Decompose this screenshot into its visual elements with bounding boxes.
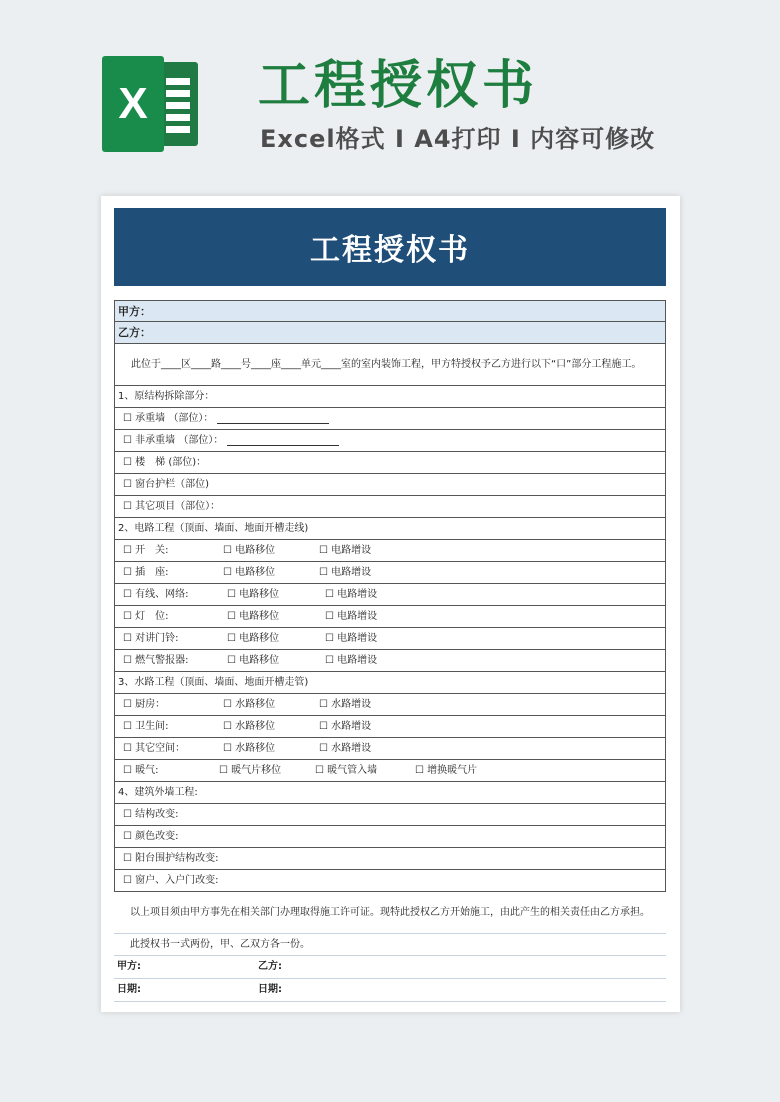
form-table [114,300,666,1002]
copies-note: 此授权书一式两份，甲、乙双方各一份。 [114,934,666,956]
header [0,0,780,190]
list-item[interactable]: ☐ 厨房： ☐ 水路移位 ☐ 水路增设 [114,694,666,716]
list-item[interactable]: ☐ 窗台护栏（部位) [114,474,666,496]
excel-logo-icon: X [102,56,204,152]
list-item[interactable]: ☐ 燃气警报器: ☐ 电路移位 ☐ 电路增设 [114,650,666,672]
date-b-label: 日期: [258,984,282,995]
list-item[interactable]: ☐ 插 座: ☐ 电路移位 ☐ 电路增设 [114,562,666,584]
list-item[interactable]: ☐ 阳台围护结构改变: [114,848,666,870]
party-a-sign-label: 甲方: [117,961,141,972]
list-item[interactable]: ☐ 颜色改变: [114,826,666,848]
signature-row[interactable] [114,956,666,979]
date-row[interactable] [114,979,666,1002]
list-item[interactable]: ☐ 灯 位: ☐ 电路移位 ☐ 电路增设 [114,606,666,628]
list-item[interactable]: ☐ 承重墙 （部位）： [114,408,666,430]
document-banner: 工程授权书 [114,208,666,286]
section-heading: 2、电路工程（顶面、墙面、地面开槽走线) [114,518,666,540]
permit-note: 以上项目须由甲方事先在相关部门办理取得施工许可证。现特此授权乙方开始施工，由此产生的相关责任由乙方承担。 [114,892,666,934]
party-b-row[interactable]: 乙方： [114,322,666,344]
list-item[interactable]: ☐ 开 关: ☐ 电路移位 ☐ 电路增设 [114,540,666,562]
section-heading: 3、水路工程（顶面、墙面、地面开槽走管) [114,672,666,694]
list-item[interactable]: ☐ 其它空间： ☐ 水路移位 ☐ 水路增设 [114,738,666,760]
page-subtitle: Excel格式 I A4打印 I 内容可修改 [260,125,656,153]
party-a-row[interactable]: 甲方： [114,300,666,322]
party-b-sign-label: 乙方: [258,961,282,972]
date-a-label: 日期: [117,984,141,995]
intro-text: 此位于____区____路____号____座____单元____室的室内装饰工程，甲方特授权予乙方进行以下“口”部分工程施工。 [114,344,666,386]
page-title: 工程授权书 [258,56,539,116]
list-item[interactable]: ☐ 对讲门铃: ☐ 电路移位 ☐ 电路增设 [114,628,666,650]
list-item[interactable]: ☐ 结构改变: [114,804,666,826]
list-item[interactable]: ☐ 暖气: ☐ 暖气片移位 ☐ 暖气管入墙 ☐ 增换暖气片 [114,760,666,782]
list-item[interactable]: ☐ 窗户、入户门改变: [114,870,666,892]
list-item[interactable]: ☐ 卫生间: ☐ 水路移位 ☐ 水路增设 [114,716,666,738]
list-item[interactable]: ☐ 非承重墙 （部位）： [114,430,666,452]
section-heading: 4、建筑外墙工程: [114,782,666,804]
document-sheet [101,196,680,1012]
list-item[interactable]: ☐ 楼 梯 (部位)： [114,452,666,474]
list-item[interactable]: ☐ 有线、网络: ☐ 电路移位 ☐ 电路增设 [114,584,666,606]
list-item[interactable]: ☐ 其它项目（部位）： [114,496,666,518]
section-heading: 1、原结构拆除部分： [114,386,666,408]
